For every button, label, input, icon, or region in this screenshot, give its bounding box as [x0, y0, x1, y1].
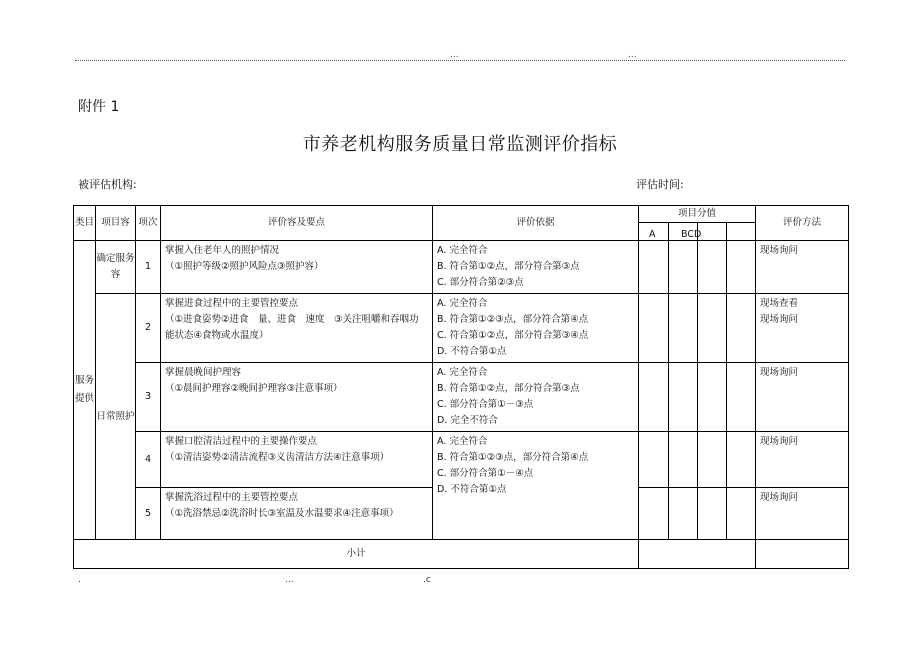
- table-row: [74, 363, 849, 432]
- content-sub: （①晨间护理容②晚间护理容③注意事项）: [165, 383, 343, 394]
- basis-option: A. 完全符合: [437, 245, 488, 256]
- score-bcd-label: BCD: [681, 229, 702, 240]
- row-score: [639, 488, 756, 540]
- row-num: 4: [136, 432, 161, 488]
- appendix-label: 附件 1: [78, 99, 120, 115]
- method-text: 现场查看: [760, 298, 799, 309]
- group-cell: 确定服务容: [96, 241, 136, 294]
- row-content: [161, 488, 433, 540]
- subtotal-score: [639, 540, 756, 569]
- basis-option: B. 符合第①②点，部分符合第③点: [437, 261, 580, 272]
- header-num: 项次: [136, 206, 161, 241]
- row-num: 2: [136, 294, 161, 363]
- row-content: [161, 432, 433, 488]
- row-content: [161, 241, 433, 294]
- row-content: [161, 294, 433, 363]
- time-label: 评估时间:: [636, 178, 684, 191]
- category-cell: 服务提供: [74, 241, 96, 540]
- score-a-label: A: [649, 229, 656, 240]
- row-method: [756, 294, 849, 363]
- basis-option: A. 完全符合: [437, 298, 488, 309]
- header-item: 项目容: [96, 206, 136, 241]
- header-basis: 评价依据: [433, 206, 639, 241]
- evaluation-table: [73, 205, 849, 569]
- subtotal-method: [756, 540, 849, 569]
- row-score: [639, 363, 756, 432]
- content-main: 掌握口腔清洁过程中的主要操作要点: [165, 436, 318, 447]
- basis-option: D. 完全不符合: [437, 415, 498, 426]
- content-main: 掌握晨晚间护理容: [165, 367, 242, 378]
- row-score: [639, 294, 756, 363]
- header-score: [639, 206, 756, 241]
- method-text: 现场询问: [760, 367, 799, 378]
- method-text: 现场询问: [760, 314, 799, 325]
- row-score: [639, 241, 756, 294]
- table-row: [74, 294, 849, 363]
- basis-option: B. 符合第①②点，部分符合第③点: [437, 383, 580, 394]
- content-sub: （①照护等级②照护风险点③照护容）: [165, 261, 324, 272]
- table-row: [74, 432, 849, 488]
- header-content: 评价容及要点: [161, 206, 433, 241]
- row-method: [756, 363, 849, 432]
- content-sub: （①洗浴禁忌②洗浴时长③室温及水温要求④注意事项）: [165, 508, 399, 519]
- row-num: 1: [136, 241, 161, 294]
- score-title: 项目分值: [639, 206, 755, 223]
- content-sub: （①清洁姿势②清洁流程③义齿清洁方法④注意事项）: [165, 452, 390, 463]
- org-label: 被评估机构:: [78, 178, 137, 191]
- row-basis: [433, 241, 639, 294]
- header-category: 类目: [74, 206, 96, 241]
- basis-option: D. 不符合第①点: [437, 484, 507, 495]
- table-row: [74, 241, 849, 294]
- row-method: [756, 241, 849, 294]
- method-text: 现场询问: [760, 245, 799, 256]
- header-dots-right: ...: [628, 50, 637, 60]
- basis-option: D. 不符合第①点: [437, 346, 507, 357]
- basis-option: A. 完全符合: [437, 436, 488, 447]
- basis-option: C. 符合第①②点，部分符合第③④点: [437, 330, 589, 341]
- subtotal-row: [74, 540, 849, 569]
- row-method: [756, 432, 849, 488]
- row-method: [756, 488, 849, 540]
- footer-dots-mid: ...: [285, 575, 294, 585]
- basis-option: C. 部分符合第②③点: [437, 277, 524, 288]
- content-main: 掌握进食过程中的主要管控要点: [165, 298, 299, 309]
- row-basis: [433, 363, 639, 432]
- table-header-row: [74, 206, 849, 241]
- row-num: 3: [136, 363, 161, 432]
- subtotal-label: 小计: [74, 540, 639, 569]
- row-basis: [433, 432, 639, 540]
- page-title: 市养老机构服务质量日常监测评价指标: [302, 134, 618, 155]
- footer-dot-left: .: [78, 575, 81, 585]
- method-text: 现场询问: [760, 492, 799, 503]
- row-score: [639, 432, 756, 488]
- row-basis: [433, 294, 639, 363]
- basis-option: A. 完全符合: [437, 367, 488, 378]
- content-main: 掌握入住老年人的照护情况: [165, 245, 280, 256]
- content-sub: （①进食姿势②进食 量、进食 速度 ③关注咀嚼和吞咽功能状态④食物或水温度）: [165, 314, 419, 341]
- header-method: 评价方法: [756, 206, 849, 241]
- basis-option: B. 符合第①②③点，部分符合第④点: [437, 314, 589, 325]
- row-num: 5: [136, 488, 161, 540]
- header-dots-left: ...: [450, 50, 459, 60]
- basis-option: C. 部分符合第①－④点: [437, 468, 534, 479]
- header-rule: [75, 60, 845, 61]
- group-cell: 日常照护: [96, 294, 136, 540]
- row-content: [161, 363, 433, 432]
- basis-option: C. 部分符合第①－③点: [437, 399, 534, 410]
- content-main: 掌握洗浴过程中的主要管控要点: [165, 492, 299, 503]
- footer-text-right: .c: [423, 575, 431, 585]
- basis-option: B. 符合第①②③点，部分符合第④点: [437, 452, 589, 463]
- method-text: 现场询问: [760, 436, 799, 447]
